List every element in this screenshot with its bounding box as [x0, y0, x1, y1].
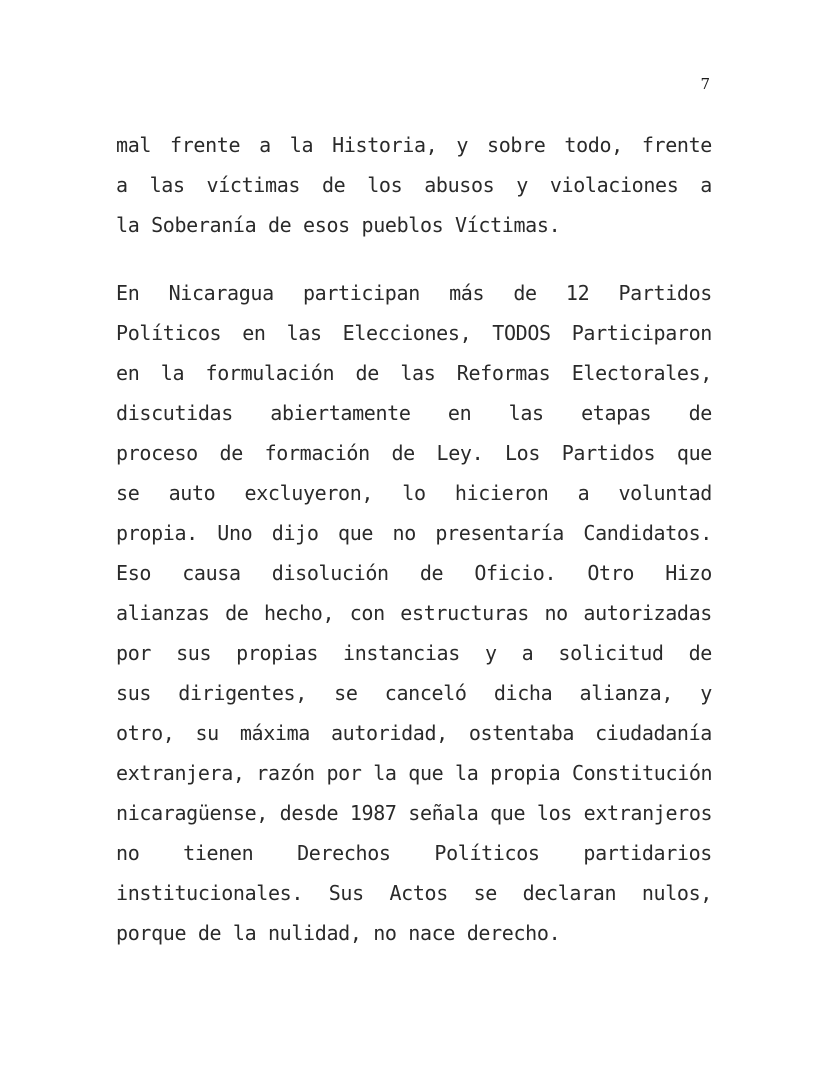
paragraph-line: Políticos en las Elecciones, TODOS Participaron	[116, 321, 712, 345]
paragraph-line: institucionales. Sus Actos se declaran nulos,	[116, 881, 712, 905]
paragraph-line: otro, su máxima autoridad, ostentaba ciudadanía	[116, 721, 712, 745]
paragraph-line: se auto excluyeron, lo hicieron a voluntad	[116, 481, 712, 505]
paragraph-line: proceso de formación de Ley. Los Partidos que	[116, 441, 712, 465]
paragraph-line: Eso causa disolución de Oficio. Otro Hizo	[116, 561, 712, 585]
paragraph-line: En Nicaragua participan más de 12 Partidos	[116, 281, 712, 305]
paragraph-2	[116, 273, 712, 953]
paragraph-line: discutidas abiertamente en las etapas de	[116, 401, 712, 425]
paragraph-line: a las víctimas de los abusos y violaciones a	[116, 173, 712, 197]
page-number: 7	[700, 75, 710, 93]
paragraph-line: no tienen Derechos Políticos partidarios	[116, 841, 712, 865]
paragraph-line: porque de la nulidad, no nace derecho.	[116, 921, 561, 945]
paragraph-line: extranjera, razón por la que la propia Constitución	[116, 761, 713, 785]
paragraph-line: propia. Uno dijo que no presentaría Candidatos.	[116, 521, 712, 545]
paragraph-line: en la formulación de las Reformas Electorales,	[116, 361, 712, 385]
paragraph-line: nicaragüense, desde 1987 señala que los extranjeros	[116, 801, 713, 825]
paragraph-line: por sus propias instancias y a solicitud de	[116, 641, 712, 665]
paragraph-line: mal frente a la Historia, y sobre todo, frente	[116, 133, 712, 157]
paragraph-1	[116, 125, 712, 245]
paragraph-line: la Soberanía de esos pueblos Víctimas.	[116, 213, 561, 237]
paragraph-line: sus dirigentes, se canceló dicha alianza, y	[116, 681, 712, 705]
paragraph-line: alianzas de hecho, con estructuras no autorizadas	[116, 601, 712, 625]
